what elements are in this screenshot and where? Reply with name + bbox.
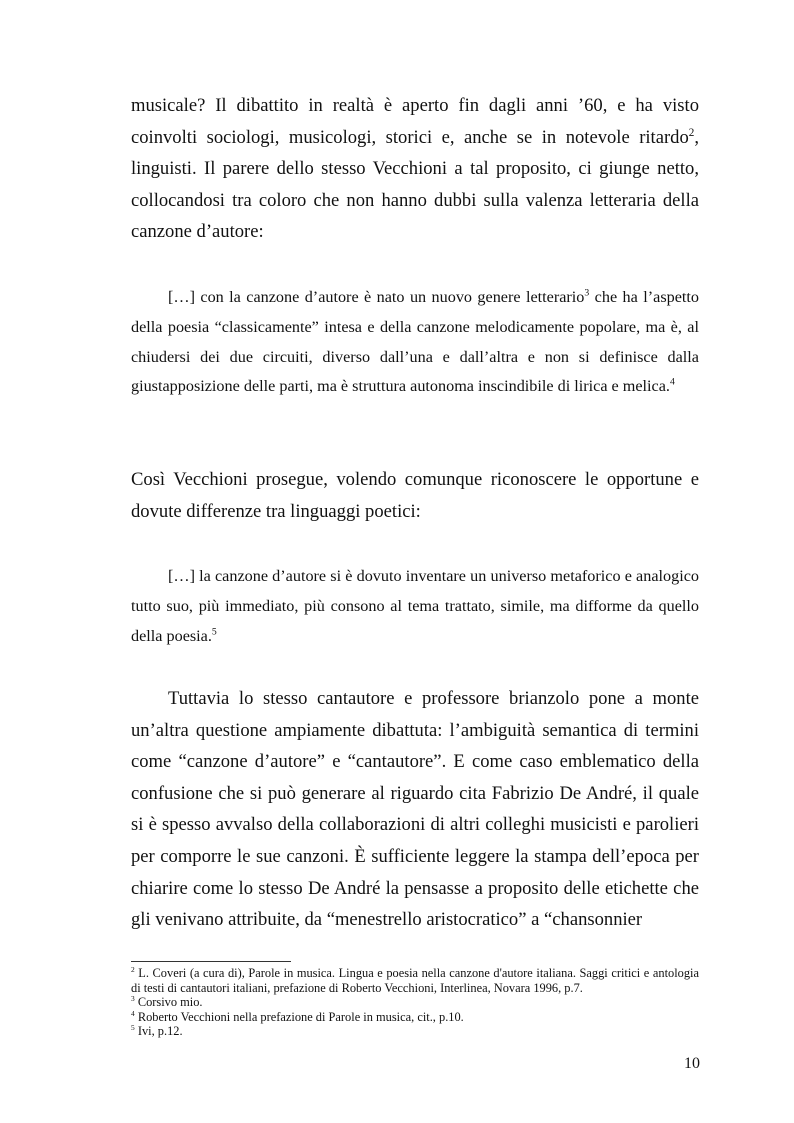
footnote-ref: 5 bbox=[211, 626, 217, 638]
footnote-text: L. Coveri (a cura di), Parole in musica. Lingua e poesia nella canzone d'autore italiana. Saggi critici e antologia di testi di cantautori italiani, prefazione di Roberto Vecchioni, Interlinea, Novara 1996, p.7. bbox=[131, 966, 699, 995]
footnote bbox=[131, 1024, 699, 1039]
footnote bbox=[131, 1010, 699, 1025]
body-paragraph bbox=[131, 464, 699, 527]
footnote-text: Ivi, p.12. bbox=[134, 1024, 183, 1039]
footnote-number: 2 bbox=[131, 964, 135, 974]
paragraph-text: Così Vecchioni prosegue, volendo comunque riconoscere le opportune e dovute differenze tra linguaggi poetici: bbox=[131, 469, 699, 522]
footnote-text: Roberto Vecchioni nella prefazione di Parole in musica, cit., p.10. bbox=[134, 1009, 464, 1024]
footnote-number: 4 bbox=[131, 1008, 135, 1018]
footnotes bbox=[131, 966, 699, 1039]
quote-text: […] la canzone d’autore si è dovuto inventare un universo metaforico e analogico tutto suo, più immediato, più consono al tema trattato, simile, ma difforme da quello della poesia. bbox=[131, 567, 699, 645]
page-number: 10 bbox=[684, 1055, 700, 1072]
block-quote bbox=[131, 283, 699, 402]
paragraph-text: , linguisti. Il parere dello stesso Vecchioni a tal proposito, ci giunge netto, collocandosi tra coloro che non hanno dubbi sulla valenza letteraria della canzone d’autore: bbox=[131, 126, 699, 243]
paragraph-text: Tuttavia lo stesso cantautore e professore brianzolo pone a monte un’altra questione ampiamente dibattuta: l’ambiguità semantica di termini come “canzone d’autore” e “cantautore”. E come caso emblematico della confusione che si può generare al riguardo cita Fabrizio De André, il quale si è spesso avvalso della collaborazioni di altri colleghi musicisti e parolieri per comporre le sue canzoni. È sufficiente leggere la stampa dell’epoca per chiarire come lo stesso De André la pensasse a proposito delle etichette che gli venivano attribuite, da “menestrello aristocratico” a “chansonnier bbox=[131, 688, 699, 931]
body-paragraph bbox=[131, 683, 699, 936]
footnote-ref: 4 bbox=[669, 377, 675, 388]
footnote bbox=[131, 995, 699, 1010]
footnote-number: 5 bbox=[131, 1023, 135, 1033]
footnote-ref: 3 bbox=[584, 287, 590, 299]
quote-text: […] con la canzone d’autore è nato un nuovo genere letterario bbox=[168, 288, 585, 306]
footnote-text: Corsivo mio. bbox=[134, 995, 203, 1010]
footnote-ref: 2 bbox=[688, 126, 695, 139]
footnote-number: 3 bbox=[131, 994, 135, 1004]
footnote bbox=[131, 966, 699, 995]
footnote-separator bbox=[131, 961, 291, 962]
body-paragraph bbox=[131, 90, 699, 248]
paragraph-text: musicale? Il dibattito in realtà è aperto fin dagli anni ’60, e ha visto coinvolti sociologi, musicologi, storici e, anche se in notevole ritardo bbox=[131, 95, 699, 148]
quote-text: che ha l’aspetto della poesia “classicamente” intesa e della canzone melodicamente popolare, ma è, al chiudersi dei due circuiti, diverso dall’una e dall’altra e non si definisce dalla giustapposizione delle parti, ma è struttura autonoma inscindibile di lirica e melica. bbox=[131, 288, 699, 396]
block-quote bbox=[131, 562, 699, 651]
